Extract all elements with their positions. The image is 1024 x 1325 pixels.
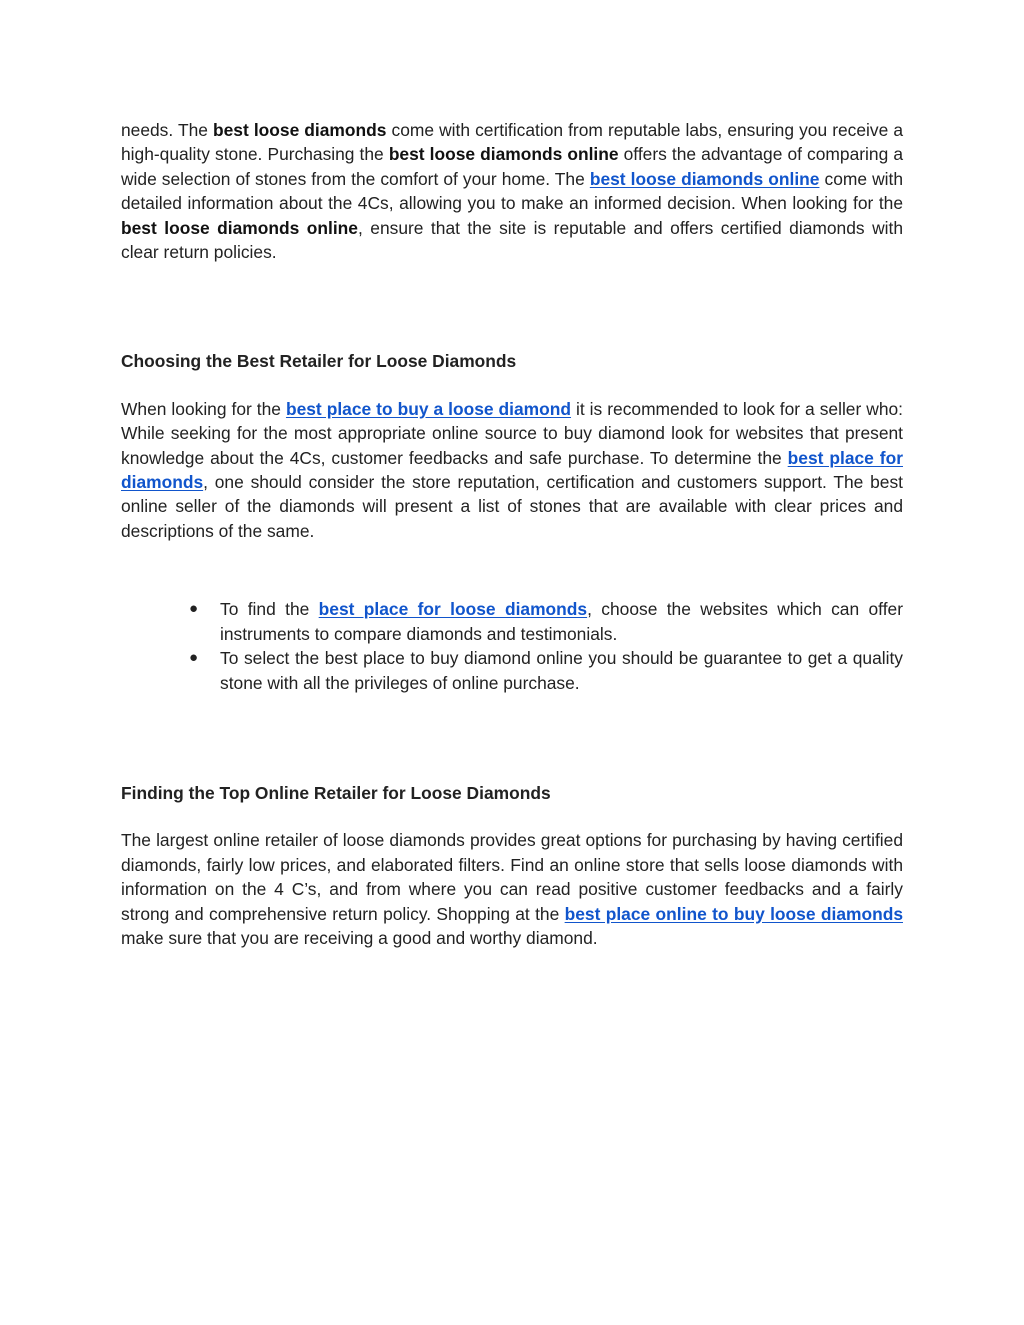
document-page <box>121 118 903 950</box>
link-best-place-for-diamonds[interactable]: best place for diamonds <box>121 447 903 493</box>
bullet-list <box>121 597 903 695</box>
intro-text: come with certification from reputable labs, ensuring you receive a high-quality stone. Purchasing the <box>121 120 903 165</box>
link-best-place-to-buy-a-loose-diamond[interactable]: best place to buy a loose diamond <box>285 398 572 419</box>
link-best-place-for-loose-diamonds[interactable]: best place for loose diamonds <box>318 599 588 620</box>
intro-bold-phrase: best loose diamonds online <box>121 217 358 238</box>
list-item-text: , choose the websites which can offer instruments to compare diamonds and testimonials. <box>220 599 903 644</box>
section1-text: , one should consider the store reputation, certification and customers support. The best online seller of the diamonds will present a list of stones that are available with clear prices and descriptions of the same. <box>121 472 903 541</box>
intro-text: needs. The <box>121 120 213 140</box>
link-best-loose-diamonds-online[interactable]: best loose diamonds online <box>589 168 820 189</box>
section1-text: it is recommended to look for a seller who: While seeking for the most appropriate online source to buy diamond look for websites that present knowledge about the 4Cs, customer feedbacks and safe purchase. To determine the <box>121 398 903 468</box>
section-heading-choosing-retailer: Choosing the Best Retailer for Loose Diamonds <box>121 351 517 372</box>
link-best-place-online-to-buy-loose-diamonds[interactable]: best place online to buy loose diamonds <box>564 903 903 924</box>
section1-text: When looking for the <box>121 398 286 419</box>
section2-paragraph <box>121 828 903 950</box>
intro-text: offers the advantage of comparing a wide selection of stones from the comfort of your home. The <box>121 144 903 189</box>
bullet-icon: ● <box>189 600 199 618</box>
section2-text: make sure that you are receiving a good and worthy diamond. <box>121 927 598 948</box>
section2-text: The largest online retailer of loose diamonds provides great options for purchasing by having certified diamonds, fairly low prices, and elaborated filters. Find an online store that sells loose diamonds with information on the 4 C’s, and from where you can read positive customer feedbacks and a fairly strong and comprehensive return policy. Shopping at the <box>121 830 903 924</box>
intro-bold-phrase: best loose diamonds <box>213 120 387 140</box>
intro-text: , ensure that the site is reputable and offers certified diamonds with clear return policies. <box>121 217 903 263</box>
intro-bold-phrase: best loose diamonds online <box>388 144 619 165</box>
bullet-icon: ● <box>189 649 199 667</box>
intro-paragraph <box>121 118 903 264</box>
list-item-text: To select the best place to buy diamond online you should be guarantee to get a quality stone with all the privileges of online purchase. <box>220 648 903 693</box>
intro-text: come with detailed information about the 4Cs, allowing you to make an informed decision. When looking for the <box>121 168 903 214</box>
section1-paragraph <box>121 397 903 543</box>
list-item <box>189 597 903 646</box>
list-item <box>189 646 903 695</box>
section-heading-top-online-retailer: Finding the Top Online Retailer for Loose Diamonds <box>121 782 551 803</box>
list-item-text: To find the <box>220 599 319 620</box>
